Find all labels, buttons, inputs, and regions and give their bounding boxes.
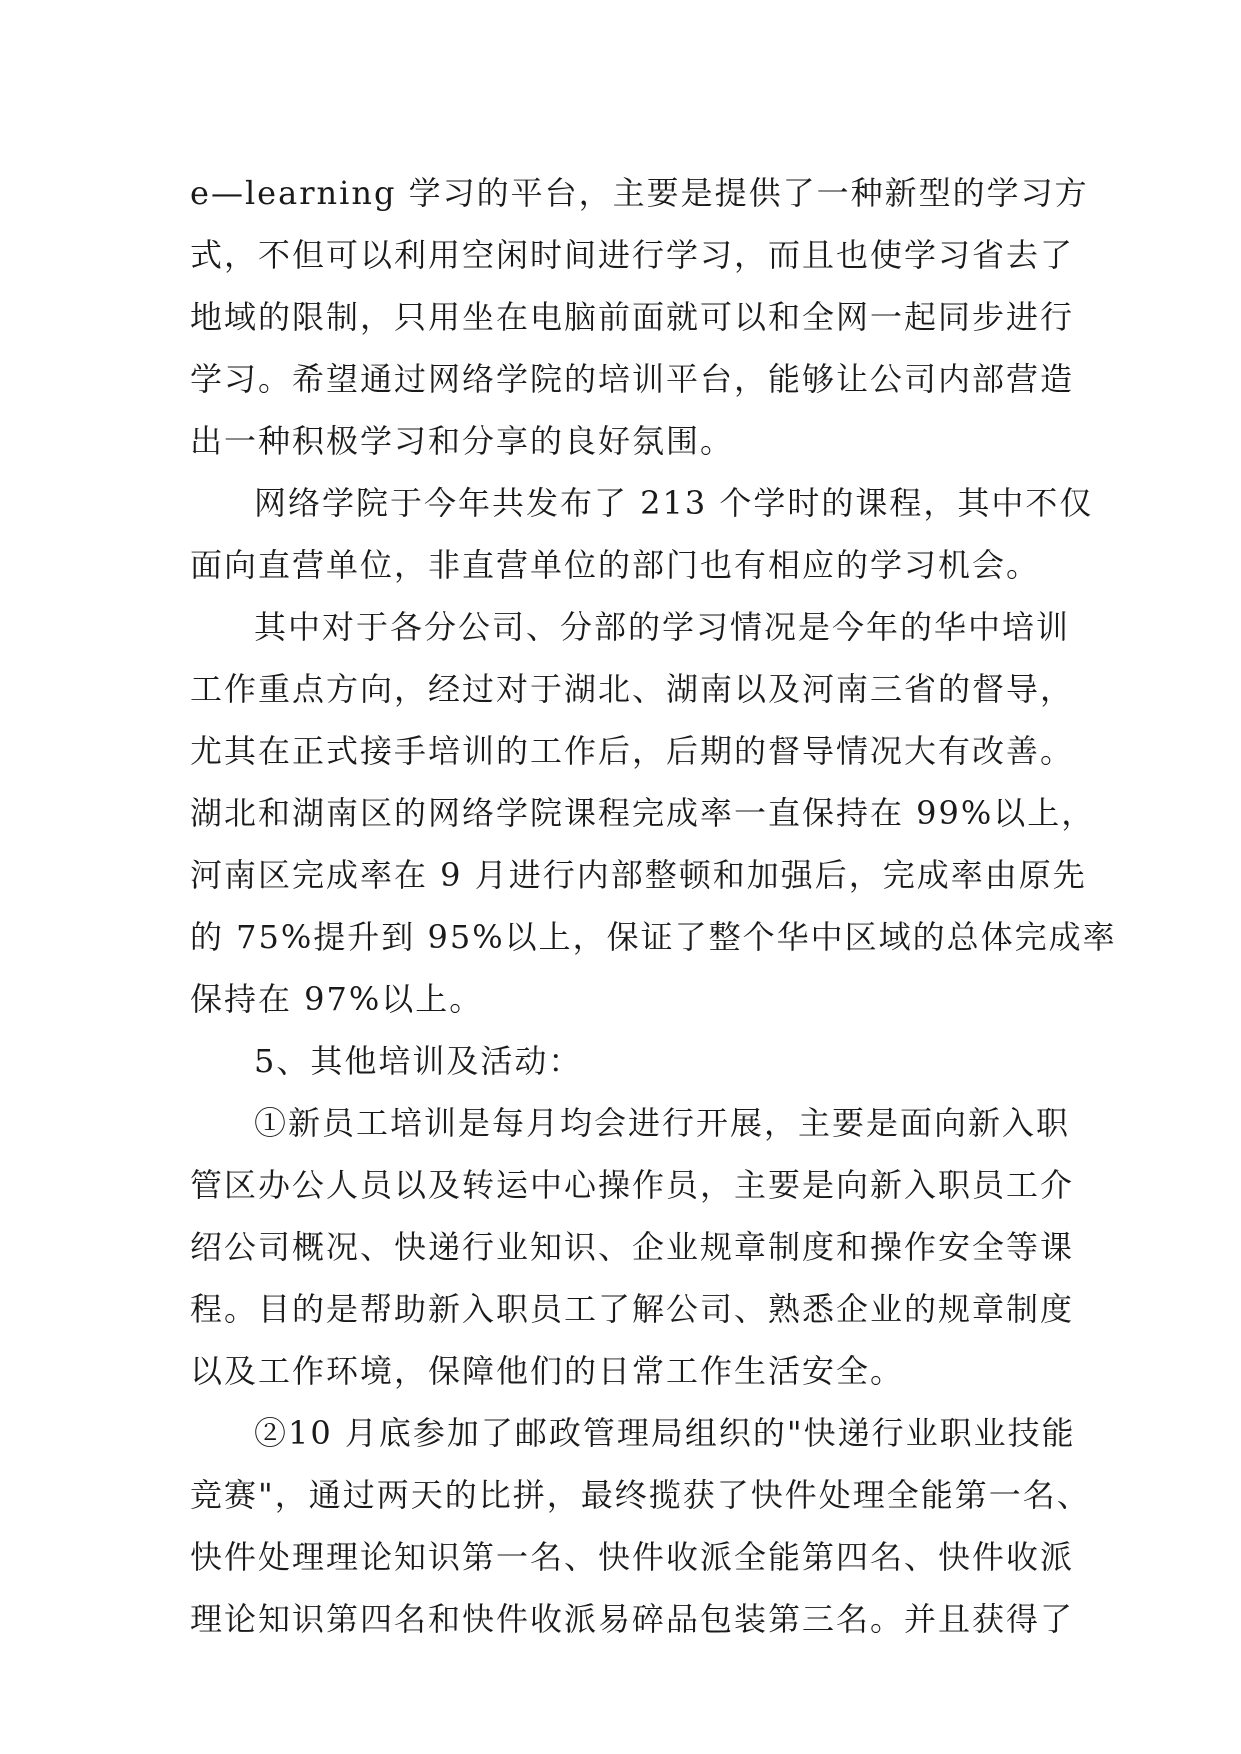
text-line: 尤其在正式接手培训的工作后，后期的督导情况大有改善。	[190, 732, 1075, 770]
text-line: 工作重点方向，经过对于湖北、湖南以及河南三省的督导，	[190, 670, 1075, 708]
text-line: 理论知识第四名和快件收派易碎品包装第三名。并且获得了	[190, 1600, 1075, 1638]
paragraph-start-line: ①新员工培训是每月均会进行开展，主要是面向新入职	[254, 1104, 1071, 1142]
text-line: 保持在 97%以上。	[190, 980, 484, 1018]
text-line: 河南区完成率在 9 月进行内部整顿和加强后，完成率由原先	[190, 856, 1087, 894]
text-line: 绍公司概况、快递行业知识、企业规章制度和操作安全等课	[190, 1228, 1075, 1266]
document-body	[190, 162, 1117, 1650]
text-line: 竞赛"，通过两天的比拼，最终揽获了快件处理全能第一名、	[190, 1476, 1091, 1514]
text-line: e—learning 学习的平台，主要是提供了一种新型的学习方	[190, 174, 1089, 212]
text-line: 地域的限制，只用坐在电脑前面就可以和全网一起同步进行	[190, 298, 1075, 336]
text-line: 以及工作环境，保障他们的日常工作生活安全。	[190, 1352, 905, 1390]
text-line: 快件处理理论知识第一名、快件收派全能第四名、快件收派	[190, 1538, 1075, 1576]
text-line: 的 75%提升到 95%以上，保证了整个华中区域的总体完成率	[190, 918, 1117, 956]
section-heading: 5、其他培训及活动：	[254, 1042, 583, 1080]
text-line: 学习。希望通过网络学院的培训平台，能够让公司内部营造	[190, 360, 1075, 398]
text-line: 湖北和湖南区的网络学院课程完成率一直保持在 99%以上，	[190, 794, 1096, 832]
paragraph-start-line: 网络学院于今年共发布了 213 个学时的课程，其中不仅	[254, 484, 1094, 522]
text-line: 程。目的是帮助新入职员工了解公司、熟悉企业的规章制度	[190, 1290, 1075, 1328]
paragraph-start-line: 其中对于各分公司、分部的学习情况是今年的华中培训	[254, 608, 1071, 646]
text-line: 面向直营单位，非直营单位的部门也有相应的学习机会。	[190, 546, 1041, 584]
text-line: 管区办公人员以及转运中心操作员，主要是向新入职员工介	[190, 1166, 1075, 1204]
paragraph-start-line: ②10 月底参加了邮政管理局组织的"快递行业职业技能	[254, 1414, 1076, 1452]
text-line: 式，不但可以利用空闲时间进行学习，而且也使学习省去了	[190, 236, 1075, 274]
text-line: 出一种积极学习和分享的良好氛围。	[190, 422, 735, 460]
